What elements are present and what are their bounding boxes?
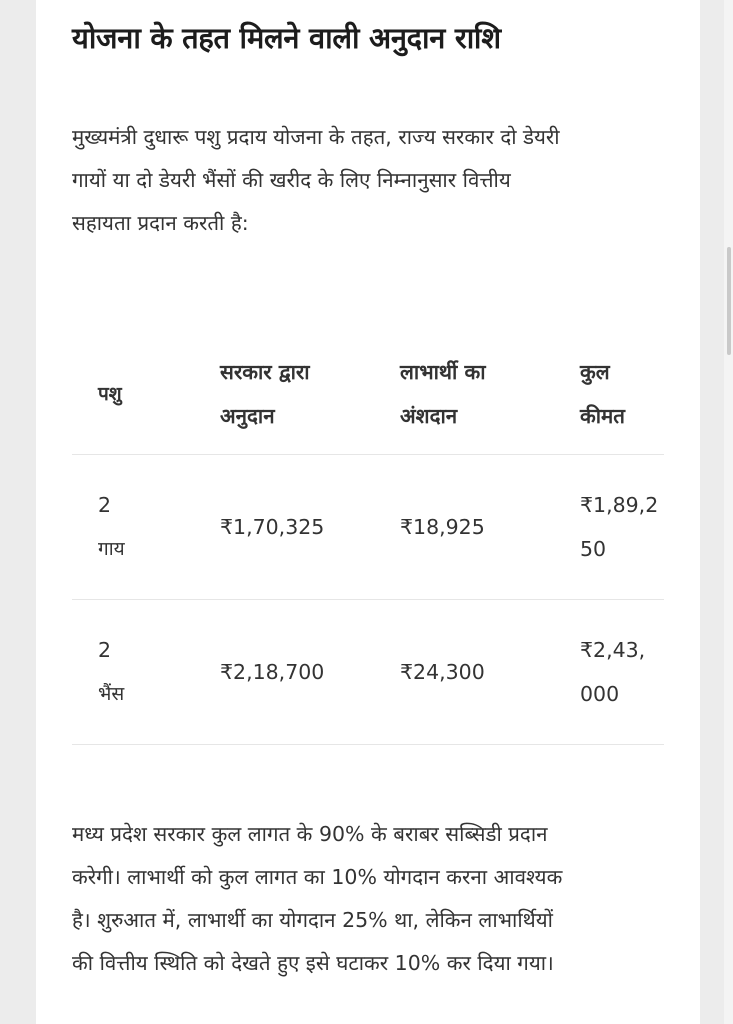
intro-line: मुख्यमंत्री दुधारू पशु प्रदाय योजना के तहत, राज्य सरकार दो डेयरी — [72, 125, 560, 149]
header-total-cost: कुल कीमत — [580, 334, 664, 455]
cell-beneficiary: ₹18,925 — [400, 455, 580, 600]
intro-paragraph — [72, 116, 560, 245]
intro-line: सहायता प्रदान करती है: — [72, 211, 249, 235]
outro-line: है। शुरुआत में, लाभार्थी का योगदान 25% था, लेकिन लाभार्थियों — [72, 908, 553, 932]
cell-total: ₹1,89,2 50 — [580, 455, 664, 600]
grant-table — [72, 334, 664, 745]
cell-beneficiary: ₹24,300 — [400, 600, 580, 745]
scrollbar-thumb[interactable] — [727, 247, 731, 355]
cell-total: ₹2,43, 000 — [580, 600, 664, 745]
outro-line: की वित्तीय स्थिति को देखते हुए इसे घटाकर 10% कर दिया गया। — [72, 951, 554, 975]
outro-line: करेगी। लाभार्थी को कुल लागत का 10% योगदान करना आवश्यक — [72, 865, 563, 889]
cell-animal: 2 गाय — [72, 455, 220, 600]
outro-paragraph — [72, 813, 562, 985]
table-row — [72, 600, 664, 745]
cell-grant: ₹1,70,325 — [220, 455, 400, 600]
table-header-row — [72, 334, 664, 455]
table-row — [72, 455, 664, 600]
section-heading: योजना के तहत मिलने वाली अनुदान राशि — [72, 21, 501, 55]
cell-grant: ₹2,18,700 — [220, 600, 400, 745]
scrollbar-track[interactable] — [724, 0, 733, 1024]
header-animal: पशु — [72, 334, 220, 455]
header-government-grant: सरकार द्वारा अनुदान — [220, 334, 400, 455]
cell-animal: 2 भैंस — [72, 600, 220, 745]
header-beneficiary-share: लाभार्थी का अंशदान — [400, 334, 580, 455]
outro-line: मध्य प्रदेश सरकार कुल लागत के 90% के बराबर सब्सिडी प्रदान — [72, 822, 548, 846]
intro-line: गायों या दो डेयरी भैंसों की खरीद के लिए निम्नानुसार वित्तीय — [72, 168, 511, 192]
